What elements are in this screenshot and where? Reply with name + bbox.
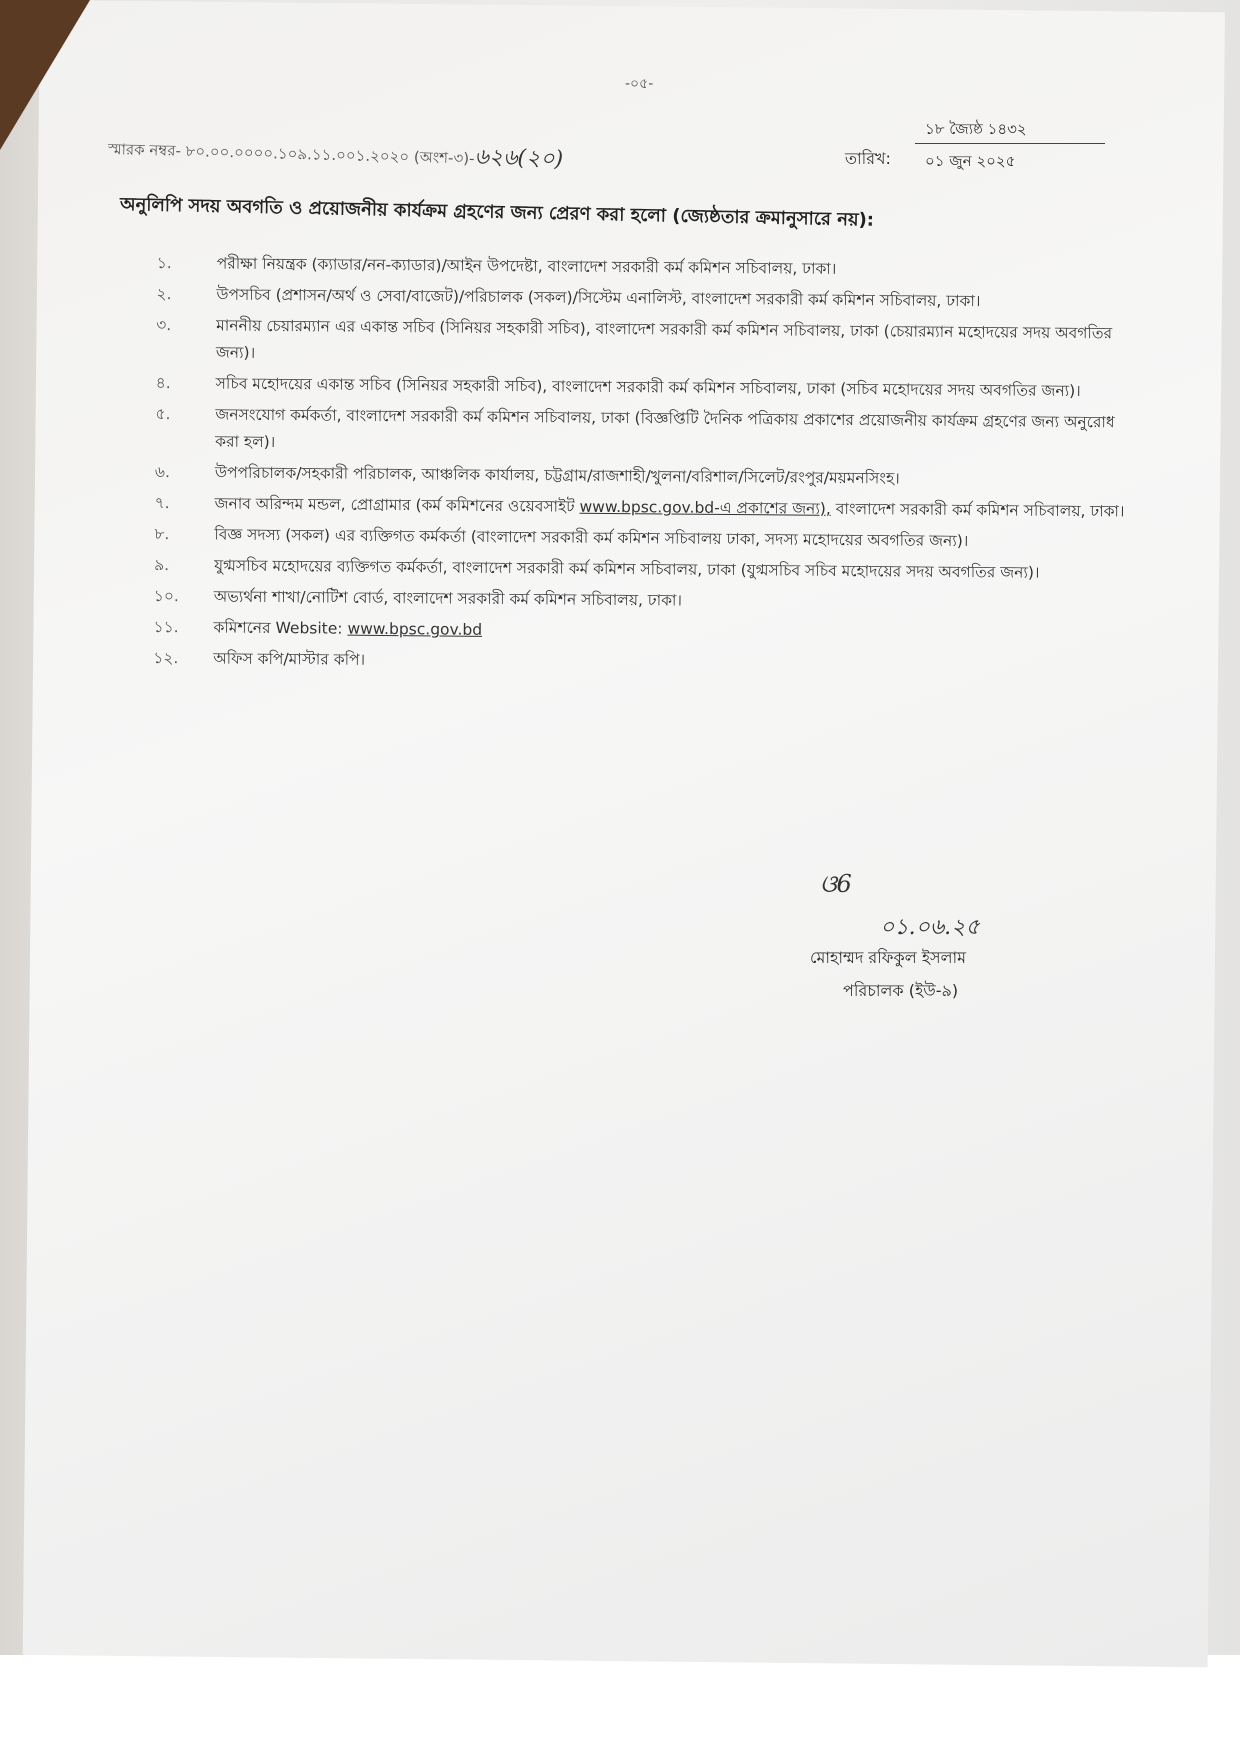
item-text [216,371,1126,406]
website-link[interactable]: www.bpsc.gov.bd-এ প্রকাশের জন্য), [579,497,831,518]
item-text-content: উপসচিব (প্রশাসন/অর্থ ও সেবা/বাজেট)/পরিচালক (সকল)/সিস্টেম এনালিস্ট, বাংলাদেশ সরকারী কর্ম কমিশন সচিবালয়, ঢাকা। [216,285,981,311]
list-item [154,521,1124,556]
item-text-content: বাংলাদেশ সরকারী কর্ম কমিশন সচিবালয়, ঢাকা। [830,499,1125,521]
item-text-content: বিজ্ঞ সদস্য (সকল) এর ব্যক্তিগত কর্মকর্তা (বাংলাদেশ সরকারী কর্ম কমিশন সচিবালয় ঢাকা, সদস্য মহোদয়ের অবগতির জন্য)। [214,525,969,551]
item-number: ১১. [153,617,179,637]
item-text [216,282,1126,317]
list-item [153,614,1123,649]
item-number: ৯. [154,555,170,575]
item-text-content: মাননীয় চেয়ারম্যান এর একান্ত সচিব (সিনিয়র সহকারী সচিব), বাংলাদেশ সরকারী কর্ম কমিশন সচিবালয়, ঢাকা (চেয়ারম্যান মহোদয়ের সদয় অবগতির জন্য)। [215,316,1113,362]
list-item [155,401,1125,463]
distribution-list [153,250,1127,684]
item-text [216,313,1126,375]
signature: ଓ6 [820,870,852,898]
item-text [215,491,1125,526]
item-text-content: সচিব মহোদয়ের একান্ত সচিব (সিনিয়র সহকারী সচিব), বাংলাদেশ সরকারী কর্ম কমিশন সচিবালয়, ঢাকা (সচিব মহোদয়ের সদয় অবগতির জন্য)। [215,374,1081,401]
item-text [215,402,1125,464]
item-text-content: জনাব অরিন্দম মন্ডল, প্রোগ্রামার (কর্ম কমিশনের ওয়েবসাইট [214,494,580,516]
item-text-content: অফিস কপি/মাস্টার কপি। [213,649,366,669]
item-text [214,584,1124,619]
list-item [154,552,1124,587]
memo-handwritten: ৬২৬(২০) [474,144,564,172]
list-item [156,312,1126,374]
signatory-name: মোহাম্মদ রফিকুল ইসলাম [810,948,967,967]
memo-printed: স্মারক নম্বর- ৮০.০০.০০০০.১০৯.১১.০০১.২০২০ (অংশ-৩)- [107,140,475,168]
item-number: ৮. [154,524,170,544]
list-item [155,490,1125,525]
item-number: ৭. [154,493,170,513]
item-text-content: কমিশনের Website: [213,618,348,638]
item-number: ২. [156,285,172,304]
item-number: ৬. [154,463,171,482]
item-number: ১২. [153,648,179,668]
item-number: ৩. [156,316,172,335]
item-number: ১. [156,254,172,273]
item-text-content: যুগ্মসচিব মহোদয়ের ব্যক্তিগত কর্মকর্তা, বাংলাদেশ সরকারী কর্ম কমিশন সচিবালয়, ঢাকা (যুগ্মসচিব সচিব মহোদয়ের সদয় অবগতির জন্য)। [214,556,1040,582]
item-text-content: পরীক্ষা নিয়ন্ত্রক (ক্যাডার/নন-ক্যাডার)/আইন উপদেষ্টা, বাংলাদেশ সরকারী কর্ম কমিশন সচিবালয়, ঢাকা। [216,254,837,278]
table-corner [0,0,90,150]
distribution-intro: অনুলিপি সদয় অবগতি ও প্রয়োজনীয় কার্যক্রম গ্রহণের জন্য প্রেরণ করা হলো (জ্যেষ্ঠতার ক্রমানুসারে নয়): [119,194,875,231]
list-item [155,459,1125,494]
date-bangla: ১৮ জ্যৈষ্ঠ ১৪৩২ [925,120,1027,138]
item-text [213,646,1123,681]
list-item [156,370,1126,405]
date-gregorian: ০১ জুন ২০২৫ [925,152,1016,170]
list-item [154,583,1124,618]
item-text [213,615,1123,650]
item-number: ৪. [155,374,171,393]
item-text-content: উপপরিচালক/সহকারী পরিচালক, আঞ্চলিক কার্যালয়, চট্টগ্রাম/রাজশাহী/খুলনা/বরিশাল/সিলেট/রংপুর/ময়মনসিংহ। [214,463,900,488]
item-text [214,522,1124,557]
website-link[interactable]: www.bpsc.gov.bd [347,619,483,639]
item-number: ১০. [153,586,179,606]
item-text [215,460,1125,495]
signature-date: ০১.০৬.২৫ [880,915,980,940]
item-text [214,553,1124,588]
item-text-content: অভ্যর্থনা শাখা/নোটিশ বোর্ড, বাংলাদেশ সরকারী কর্ম কমিশন সচিবালয়, ঢাকা। [213,587,683,610]
item-text-content: জনসংযোগ কর্মকর্তা, বাংলাদেশ সরকারী কর্ম কমিশন সচিবালয়, ঢাকা (বিজ্ঞপ্তিটি দৈনিক পত্রিকায় প্রকাশের প্রয়োজনীয় কার্যক্রম গ্রহণের জন্য অনুরোধ করা হল)। [215,405,1115,452]
date-divider [915,143,1105,144]
item-number: ৫. [155,405,171,424]
signatory-designation: পরিচালক (ইউ-৯) [843,981,959,1000]
page-number: -০৫- [625,76,654,92]
list-item [153,645,1123,680]
list-item [156,281,1126,316]
date-label: তারিখ: [845,149,891,168]
